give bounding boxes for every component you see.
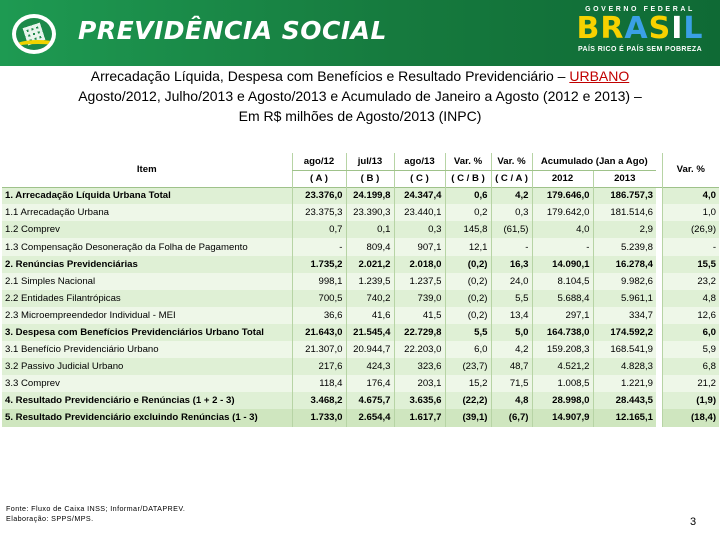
table-row xyxy=(2,375,719,392)
row-value: 23.390,3 xyxy=(346,204,394,221)
title-line-2: Agosto/2012, Julho/2013 e Agosto/2013 e Acumulado de Janeiro a Agosto (2012 e 2013) – xyxy=(78,88,642,104)
row-value: 23,2 xyxy=(662,273,719,290)
row-value: 0,1 xyxy=(346,221,394,238)
row-value: 179.642,0 xyxy=(532,204,593,221)
row-value: 20.944,7 xyxy=(346,341,394,358)
row-value: 28.998,0 xyxy=(532,392,593,409)
row-value: 4,2 xyxy=(491,341,532,358)
row-value: 0,3 xyxy=(394,221,445,238)
row-item-label: 1.1 Arrecadação Urbana xyxy=(2,204,292,221)
row-item-label: 3.3 Comprev xyxy=(2,375,292,392)
table-row xyxy=(2,307,719,324)
row-value: 1.733,0 xyxy=(292,409,346,426)
row-item-label: 2.1 Simples Nacional xyxy=(2,273,292,290)
row-value: 22.729,8 xyxy=(394,324,445,341)
header-acumulado: Acumulado (Jan a Ago) xyxy=(532,153,656,170)
row-value: - xyxy=(292,238,346,255)
row-value: (39,1) xyxy=(445,409,491,426)
row-value: 4.828,3 xyxy=(593,358,656,375)
row-value: 3.635,6 xyxy=(394,392,445,409)
title-line-1-text: Arrecadação Líquida, Despesa com Benefícios e Resultado Previdenciário – xyxy=(90,68,570,84)
table-row xyxy=(2,204,719,221)
row-item-label: 1. Arrecadação Líquida Urbana Total xyxy=(2,187,292,204)
header-item: Item xyxy=(2,153,292,187)
table-row xyxy=(2,358,719,375)
row-item-label: 2.3 Microempreendedor Individual - MEI xyxy=(2,307,292,324)
row-value: 21,2 xyxy=(662,375,719,392)
row-value: 5,5 xyxy=(491,290,532,307)
header-var-acum: Var. % xyxy=(662,153,719,187)
page-number: 3 xyxy=(690,516,697,528)
brasil-letter: R xyxy=(600,11,625,46)
header-c: ( C ) xyxy=(394,170,445,187)
row-value: 176,4 xyxy=(346,375,394,392)
row-value: 28.443,5 xyxy=(593,392,656,409)
row-value: 424,3 xyxy=(346,358,394,375)
row-value: 41,6 xyxy=(346,307,394,324)
data-table xyxy=(2,153,719,427)
row-value: 2.021,2 xyxy=(346,256,394,273)
row-value: 0,2 xyxy=(445,204,491,221)
row-value: 297,1 xyxy=(532,307,593,324)
row-value: 174.592,2 xyxy=(593,324,656,341)
row-value: - xyxy=(491,238,532,255)
row-value: 12.165,1 xyxy=(593,409,656,426)
header-b: ( B ) xyxy=(346,170,394,187)
row-item-label: 4. Resultado Previdenciário e Renúncias (1 + 2 - 3) xyxy=(2,392,292,409)
row-value: (22,2) xyxy=(445,392,491,409)
title-line-1 xyxy=(0,66,720,86)
row-value: 186.757,3 xyxy=(593,187,656,204)
source-fonte: Fonte: Fluxo de Caixa INSS; Informar/DATAPREV. xyxy=(6,504,186,513)
title-highlight-urbano: URBANO xyxy=(569,68,630,84)
row-value: 323,6 xyxy=(394,358,445,375)
row-value: 4,8 xyxy=(491,392,532,409)
brasil-letter: I xyxy=(671,11,684,46)
row-value: (61,5) xyxy=(491,221,532,238)
row-value: 24,0 xyxy=(491,273,532,290)
row-item-label: 2.2 Entidades Filantrópicas xyxy=(2,290,292,307)
row-value: 907,1 xyxy=(394,238,445,255)
source-elaboracao: Elaboração: SPPS/MPS. xyxy=(6,514,94,523)
gov-slogan: PAÍS RICO É PAÍS SEM POBREZA xyxy=(577,46,703,53)
table-row xyxy=(2,409,719,426)
row-value: 41,5 xyxy=(394,307,445,324)
row-value: 739,0 xyxy=(394,290,445,307)
table-row xyxy=(2,273,719,290)
row-item-label: 5. Resultado Previdenciário excluindo Renúncias (1 - 3) xyxy=(2,409,292,426)
row-value: 21.545,4 xyxy=(346,324,394,341)
header-jul13: jul/13 xyxy=(346,153,394,170)
row-value: 9.982,6 xyxy=(593,273,656,290)
row-value: 6,0 xyxy=(445,341,491,358)
row-value: 740,2 xyxy=(346,290,394,307)
governo-federal-logo xyxy=(570,6,710,60)
source-note xyxy=(6,504,185,524)
row-value: 23.440,1 xyxy=(394,204,445,221)
row-value: 2.018,0 xyxy=(394,256,445,273)
row-value: 2,9 xyxy=(593,221,656,238)
row-value: 0,7 xyxy=(292,221,346,238)
row-value: 3.468,2 xyxy=(292,392,346,409)
header-band xyxy=(0,0,720,66)
row-value: 1.008,5 xyxy=(532,375,593,392)
table-row xyxy=(2,187,719,204)
row-item-label: 1.2 Comprev xyxy=(2,221,292,238)
row-value: 14.907,9 xyxy=(532,409,593,426)
row-value: (26,9) xyxy=(662,221,719,238)
row-value: 15,2 xyxy=(445,375,491,392)
header-var-cb: Var. % xyxy=(445,153,491,170)
row-value: 700,5 xyxy=(292,290,346,307)
row-value: 5.239,8 xyxy=(593,238,656,255)
row-value: 159.208,3 xyxy=(532,341,593,358)
row-value: 809,4 xyxy=(346,238,394,255)
row-value: 23.375,3 xyxy=(292,204,346,221)
gov-brasil-wordmark xyxy=(570,11,710,46)
gov-top-text: GOVERNO FEDERAL xyxy=(585,6,695,13)
row-value: (0,2) xyxy=(445,290,491,307)
row-value: 5,0 xyxy=(491,324,532,341)
row-value: 998,1 xyxy=(292,273,346,290)
row-value: 168.541,9 xyxy=(593,341,656,358)
table-row xyxy=(2,256,719,273)
row-value: 24.199,8 xyxy=(346,187,394,204)
row-value: (0,2) xyxy=(445,307,491,324)
table-row xyxy=(2,238,719,255)
row-value: 6,0 xyxy=(662,324,719,341)
brand-title: PREVIDÊNCIA SOCIAL xyxy=(78,16,387,45)
row-value: 16.278,4 xyxy=(593,256,656,273)
row-value: 15,5 xyxy=(662,256,719,273)
row-value: (1,9) xyxy=(662,392,719,409)
table-row xyxy=(2,221,719,238)
header-2012: 2012 xyxy=(532,170,593,187)
previdencia-logo-icon xyxy=(12,14,56,54)
row-value: 1.239,5 xyxy=(346,273,394,290)
table-row xyxy=(2,290,719,307)
row-value: 5,9 xyxy=(662,341,719,358)
row-value: 5,5 xyxy=(445,324,491,341)
row-item-label: 3.1 Benefício Previdenciário Urbano xyxy=(2,341,292,358)
table-body xyxy=(2,187,719,426)
row-value: 14.090,1 xyxy=(532,256,593,273)
row-value: 145,8 xyxy=(445,221,491,238)
row-value: 118,4 xyxy=(292,375,346,392)
row-value: 164.738,0 xyxy=(532,324,593,341)
row-value: 181.514,6 xyxy=(593,204,656,221)
row-value: 21.643,0 xyxy=(292,324,346,341)
row-value: 22.203,0 xyxy=(394,341,445,358)
row-value: 2.654,4 xyxy=(346,409,394,426)
brasil-letter: L xyxy=(683,11,704,46)
row-value: 23.376,0 xyxy=(292,187,346,204)
row-value: (23,7) xyxy=(445,358,491,375)
row-value: 4,0 xyxy=(532,221,593,238)
row-value: (18,4) xyxy=(662,409,719,426)
row-value: (0,2) xyxy=(445,273,491,290)
row-value: (0,2) xyxy=(445,256,491,273)
row-value: - xyxy=(532,238,593,255)
header-a: ( A ) xyxy=(292,170,346,187)
row-value: 0,6 xyxy=(445,187,491,204)
row-value: 5.688,4 xyxy=(532,290,593,307)
row-value: 21.307,0 xyxy=(292,341,346,358)
row-value: 4,0 xyxy=(662,187,719,204)
row-value: 6,8 xyxy=(662,358,719,375)
header-ca: ( C / A ) xyxy=(491,170,532,187)
header-var-ca: Var. % xyxy=(491,153,532,170)
row-value: 1.237,5 xyxy=(394,273,445,290)
row-value: 334,7 xyxy=(593,307,656,324)
row-value: 1.221,9 xyxy=(593,375,656,392)
brasil-letter: B xyxy=(576,11,601,46)
row-value: 217,6 xyxy=(292,358,346,375)
row-value: 1.735,2 xyxy=(292,256,346,273)
row-value: 179.646,0 xyxy=(532,187,593,204)
row-value: 5.961,1 xyxy=(593,290,656,307)
table-row xyxy=(2,324,719,341)
row-value: 24.347,4 xyxy=(394,187,445,204)
row-item-label: 2. Renúncias Previdenciárias xyxy=(2,256,292,273)
header-ago13: ago/13 xyxy=(394,153,445,170)
row-value: 4.675,7 xyxy=(346,392,394,409)
row-value: 12,1 xyxy=(445,238,491,255)
table-row xyxy=(2,392,719,409)
header-ago12: ago/12 xyxy=(292,153,346,170)
row-value: 48,7 xyxy=(491,358,532,375)
title-line-3: Em R$ milhões de Agosto/2013 (INPC) xyxy=(238,108,482,124)
row-value: 203,1 xyxy=(394,375,445,392)
row-item-label: 3.2 Passivo Judicial Urbano xyxy=(2,358,292,375)
row-item-label: 1.3 Compensação Desoneração da Folha de Pagamento xyxy=(2,238,292,255)
row-value: 71,5 xyxy=(491,375,532,392)
row-value: 8.104,5 xyxy=(532,273,593,290)
row-value: 36,6 xyxy=(292,307,346,324)
header-cb: ( C / B ) xyxy=(445,170,491,187)
row-value: 16,3 xyxy=(491,256,532,273)
row-value: 1,0 xyxy=(662,204,719,221)
row-value: 4,8 xyxy=(662,290,719,307)
row-value: 4.521,2 xyxy=(532,358,593,375)
row-value: 1.617,7 xyxy=(394,409,445,426)
row-value: - xyxy=(662,238,719,255)
row-value: (6,7) xyxy=(491,409,532,426)
row-value: 0,3 xyxy=(491,204,532,221)
row-value: 12,6 xyxy=(662,307,719,324)
row-value: 13,4 xyxy=(491,307,532,324)
brasil-letter: A xyxy=(624,11,649,46)
row-item-label: 3. Despesa com Benefícios Previdenciários Urbano Total xyxy=(2,324,292,341)
table-row xyxy=(2,341,719,358)
slide-title xyxy=(0,66,720,126)
brasil-letter: S xyxy=(648,11,672,46)
row-value: 4,2 xyxy=(491,187,532,204)
header-2013: 2013 xyxy=(593,170,656,187)
